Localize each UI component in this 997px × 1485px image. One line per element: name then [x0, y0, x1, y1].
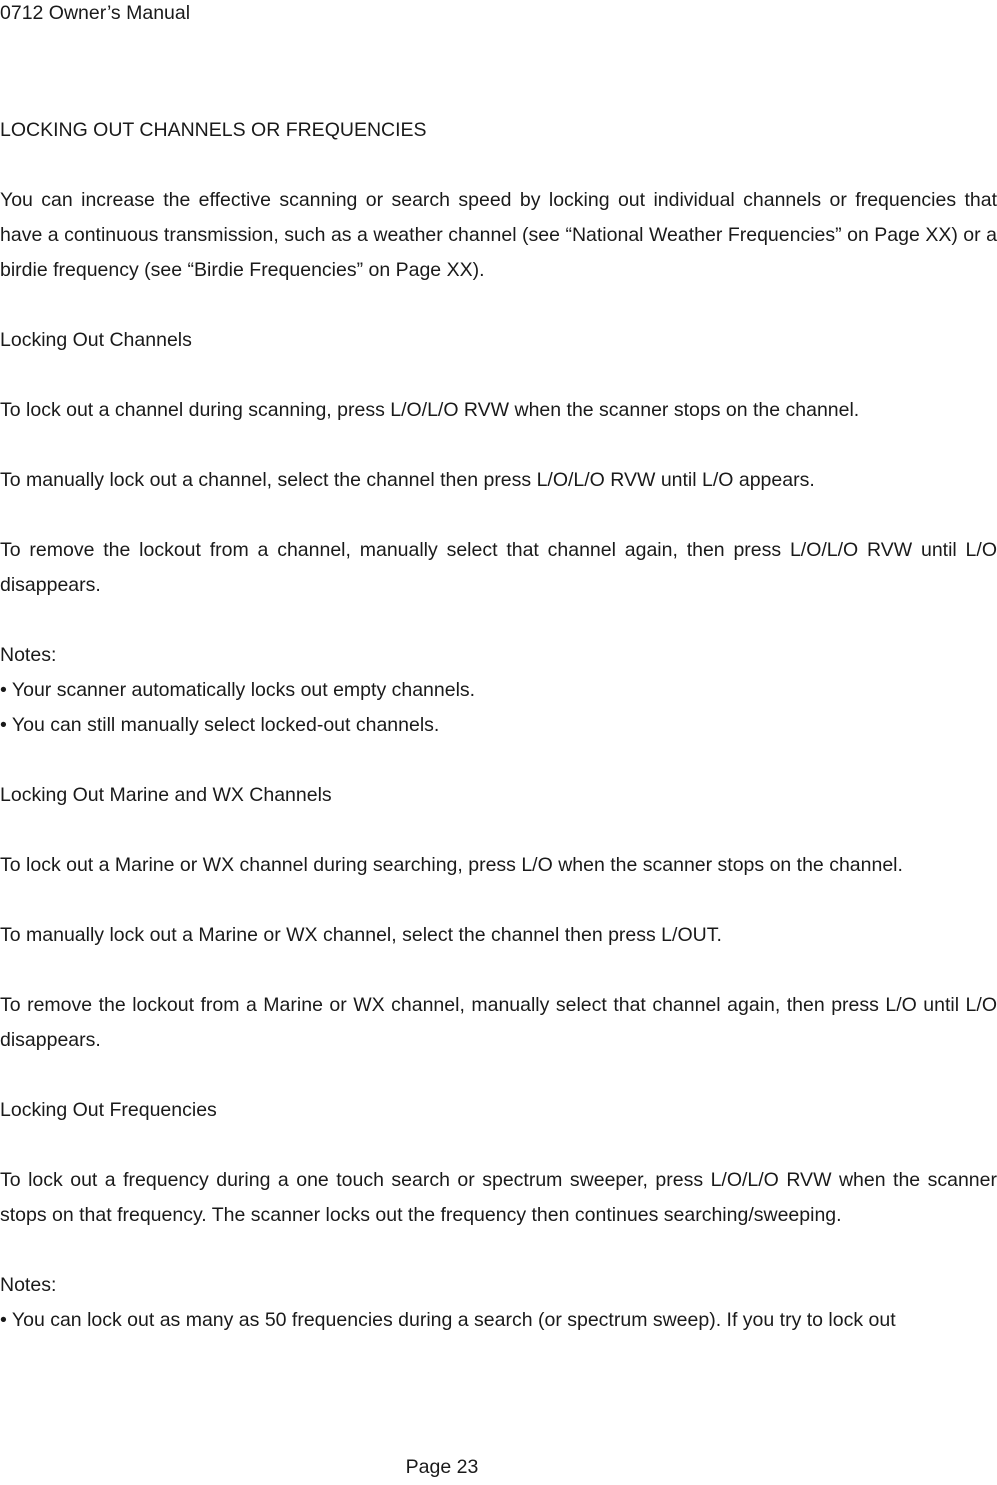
page-number: Page 23: [405, 1456, 479, 1478]
channels-notes: [0, 638, 997, 743]
channels-paragraph-3: To remove the lockout from a channel, manually select that channel again, then press L/O/L/O RVW until L/O disappears.: [0, 539, 997, 596]
marine-paragraph-2: To manually lock out a Marine or WX channel, select the channel then press L/OUT.: [0, 924, 722, 946]
channels-paragraph-1: To lock out a channel during scanning, press L/O/L/O RVW when the scanner stops on the channel.: [0, 399, 860, 421]
note-item: • You can still manually select locked-out channels.: [0, 714, 440, 736]
channels-paragraph-2: To manually lock out a channel, select the channel then press L/O/L/O RVW until L/O appears.: [0, 469, 815, 491]
note-item: • Your scanner automatically locks out empty channels.: [0, 679, 476, 701]
subheading-locking-out-channels: Locking Out Channels: [0, 329, 192, 351]
note-item: • You can lock out as many as 50 frequencies during a search (or spectrum sweep). If you try to lock out: [0, 1309, 896, 1331]
intro-paragraph: You can increase the effective scanning or search speed by locking out individual channels or frequencies that have a continuous transmission, such as a weather channel (see “National Weather Frequencies” on Page XX) or a birdie frequency (see “Birdie Frequencies” on Page XX).: [0, 189, 997, 281]
subheading-locking-out-marine-wx: Locking Out Marine and WX Channels: [0, 784, 332, 806]
frequencies-notes: [0, 1268, 997, 1338]
frequencies-paragraph-1: To lock out a frequency during a one touch search or spectrum sweeper, press L/O/L/O RVW when the scanner stops on that frequency. The scanner locks out the frequency then continues searching/sweeping.: [0, 1169, 997, 1226]
notes-label: Notes:: [0, 644, 57, 666]
document-body: [0, 113, 997, 1373]
section-heading-locking-out: LOCKING OUT CHANNELS OR FREQUENCIES: [0, 119, 427, 141]
marine-paragraph-3: To remove the lockout from a Marine or WX channel, manually select that channel again, then press L/O until L/O disappears.: [0, 994, 997, 1051]
marine-paragraph-1: To lock out a Marine or WX channel during searching, press L/O when the scanner stops on the channel.: [0, 854, 903, 876]
page-header: 0712 Owner’s Manual: [0, 2, 191, 24]
notes-label: Notes:: [0, 1274, 57, 1296]
subheading-locking-out-frequencies: Locking Out Frequencies: [0, 1099, 217, 1121]
